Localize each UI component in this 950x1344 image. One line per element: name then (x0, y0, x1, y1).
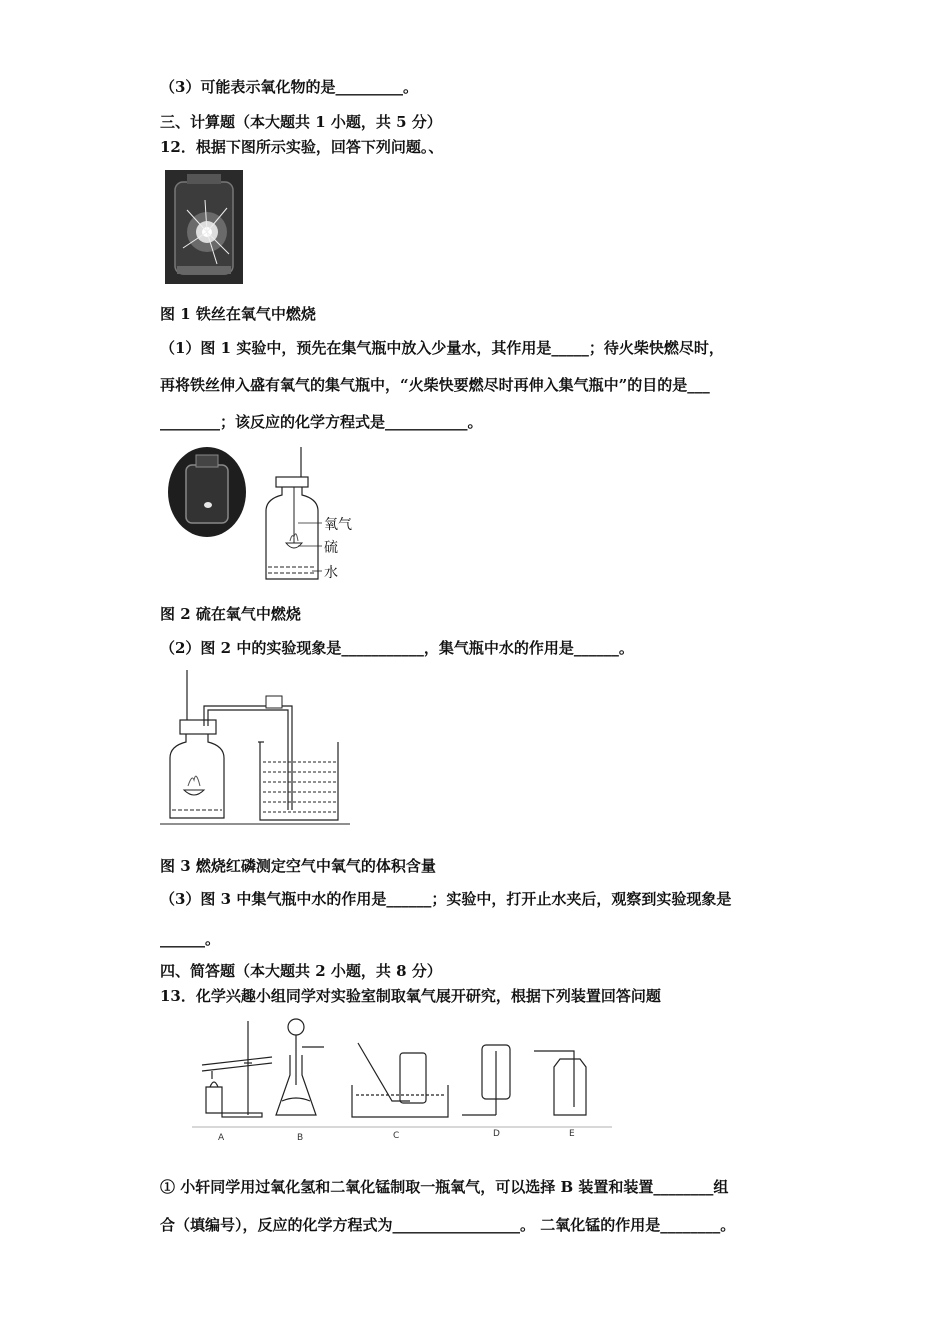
q13-apparatus-figure (192, 1015, 612, 1150)
q12-sub3-line1: （3）图 3 中集气瓶中水的作用是______；实验中，打开止水夹后，观察到实验现象是 (160, 890, 732, 908)
q12-sub2: （2）图 2 中的实验现象是___________，集气瓶中水的作用是______。 (160, 639, 634, 657)
q13-stem: 13．化学兴趣小组同学对实验室制取氧气展开研究，根据下列装置回答问题 (160, 987, 661, 1005)
section3-heading: 三、计算题（本大题共 1 小题，共 5 分） (160, 113, 442, 131)
apparatus-b (276, 1019, 324, 1115)
q12-sub1-line3: ________；该反应的化学方程式是___________。 (160, 413, 483, 431)
apparatus-c (352, 1043, 448, 1117)
fig2-label-sulfur: 硫 (324, 540, 338, 556)
fig2-sulfur-burning-photo (168, 447, 246, 537)
fig1-caption: 图 1 铁丝在氧气中燃烧 (160, 305, 316, 323)
q12-sub3-line2: ______。 (160, 930, 221, 948)
fig2-label-water: 水 (324, 565, 338, 581)
apparatus-label-e: E (569, 1129, 575, 1139)
q13-sub1-line1: ① 小轩同学用过氧化氢和二氧化锰制取一瓶氧气，可以选择 B 装置和装置________组 (160, 1178, 729, 1196)
apparatus-d (462, 1045, 510, 1115)
apparatus-label-d: D (493, 1129, 500, 1139)
q12-sub1-line2: 再将铁丝伸入盛有氧气的集气瓶中，“火柴快要燃尽时再伸入集气瓶中”的目的是___ (160, 376, 710, 394)
q12-stem: 12．根据下图所示实验，回答下列问题。、 (160, 138, 444, 156)
fig2-label-oxygen: 氧气 (324, 517, 352, 533)
apparatus-label-a: A (218, 1133, 225, 1143)
fig3-phosphorus-apparatus (160, 670, 350, 830)
q11-sub3: （3）可能表示氧化物的是_________。 (160, 78, 418, 96)
fig2-caption: 图 2 硫在氧气中燃烧 (160, 605, 301, 623)
apparatus-label-c: C (393, 1131, 400, 1141)
q13-sub1-line2: 合（填编号），反应的化学方程式为_________________。 二氧化锰的作用是________。 (160, 1216, 736, 1234)
section4-heading: 四、简答题（本大题共 2 小题，共 8 分） (160, 962, 442, 980)
apparatus-e (534, 1051, 586, 1115)
fig2-sulfur-diagram (262, 447, 322, 582)
apparatus-label-b: B (297, 1133, 304, 1143)
fig1-iron-burning-photo (165, 170, 243, 284)
apparatus-a (202, 1021, 272, 1117)
fig3-caption: 图 3 燃烧红磷测定空气中氧气的体积含量 (160, 857, 436, 875)
q12-sub1-line1: （1）图 1 实验中，预先在集气瓶中放入少量水，其作用是_____；待火柴快燃尽时， (160, 339, 724, 357)
